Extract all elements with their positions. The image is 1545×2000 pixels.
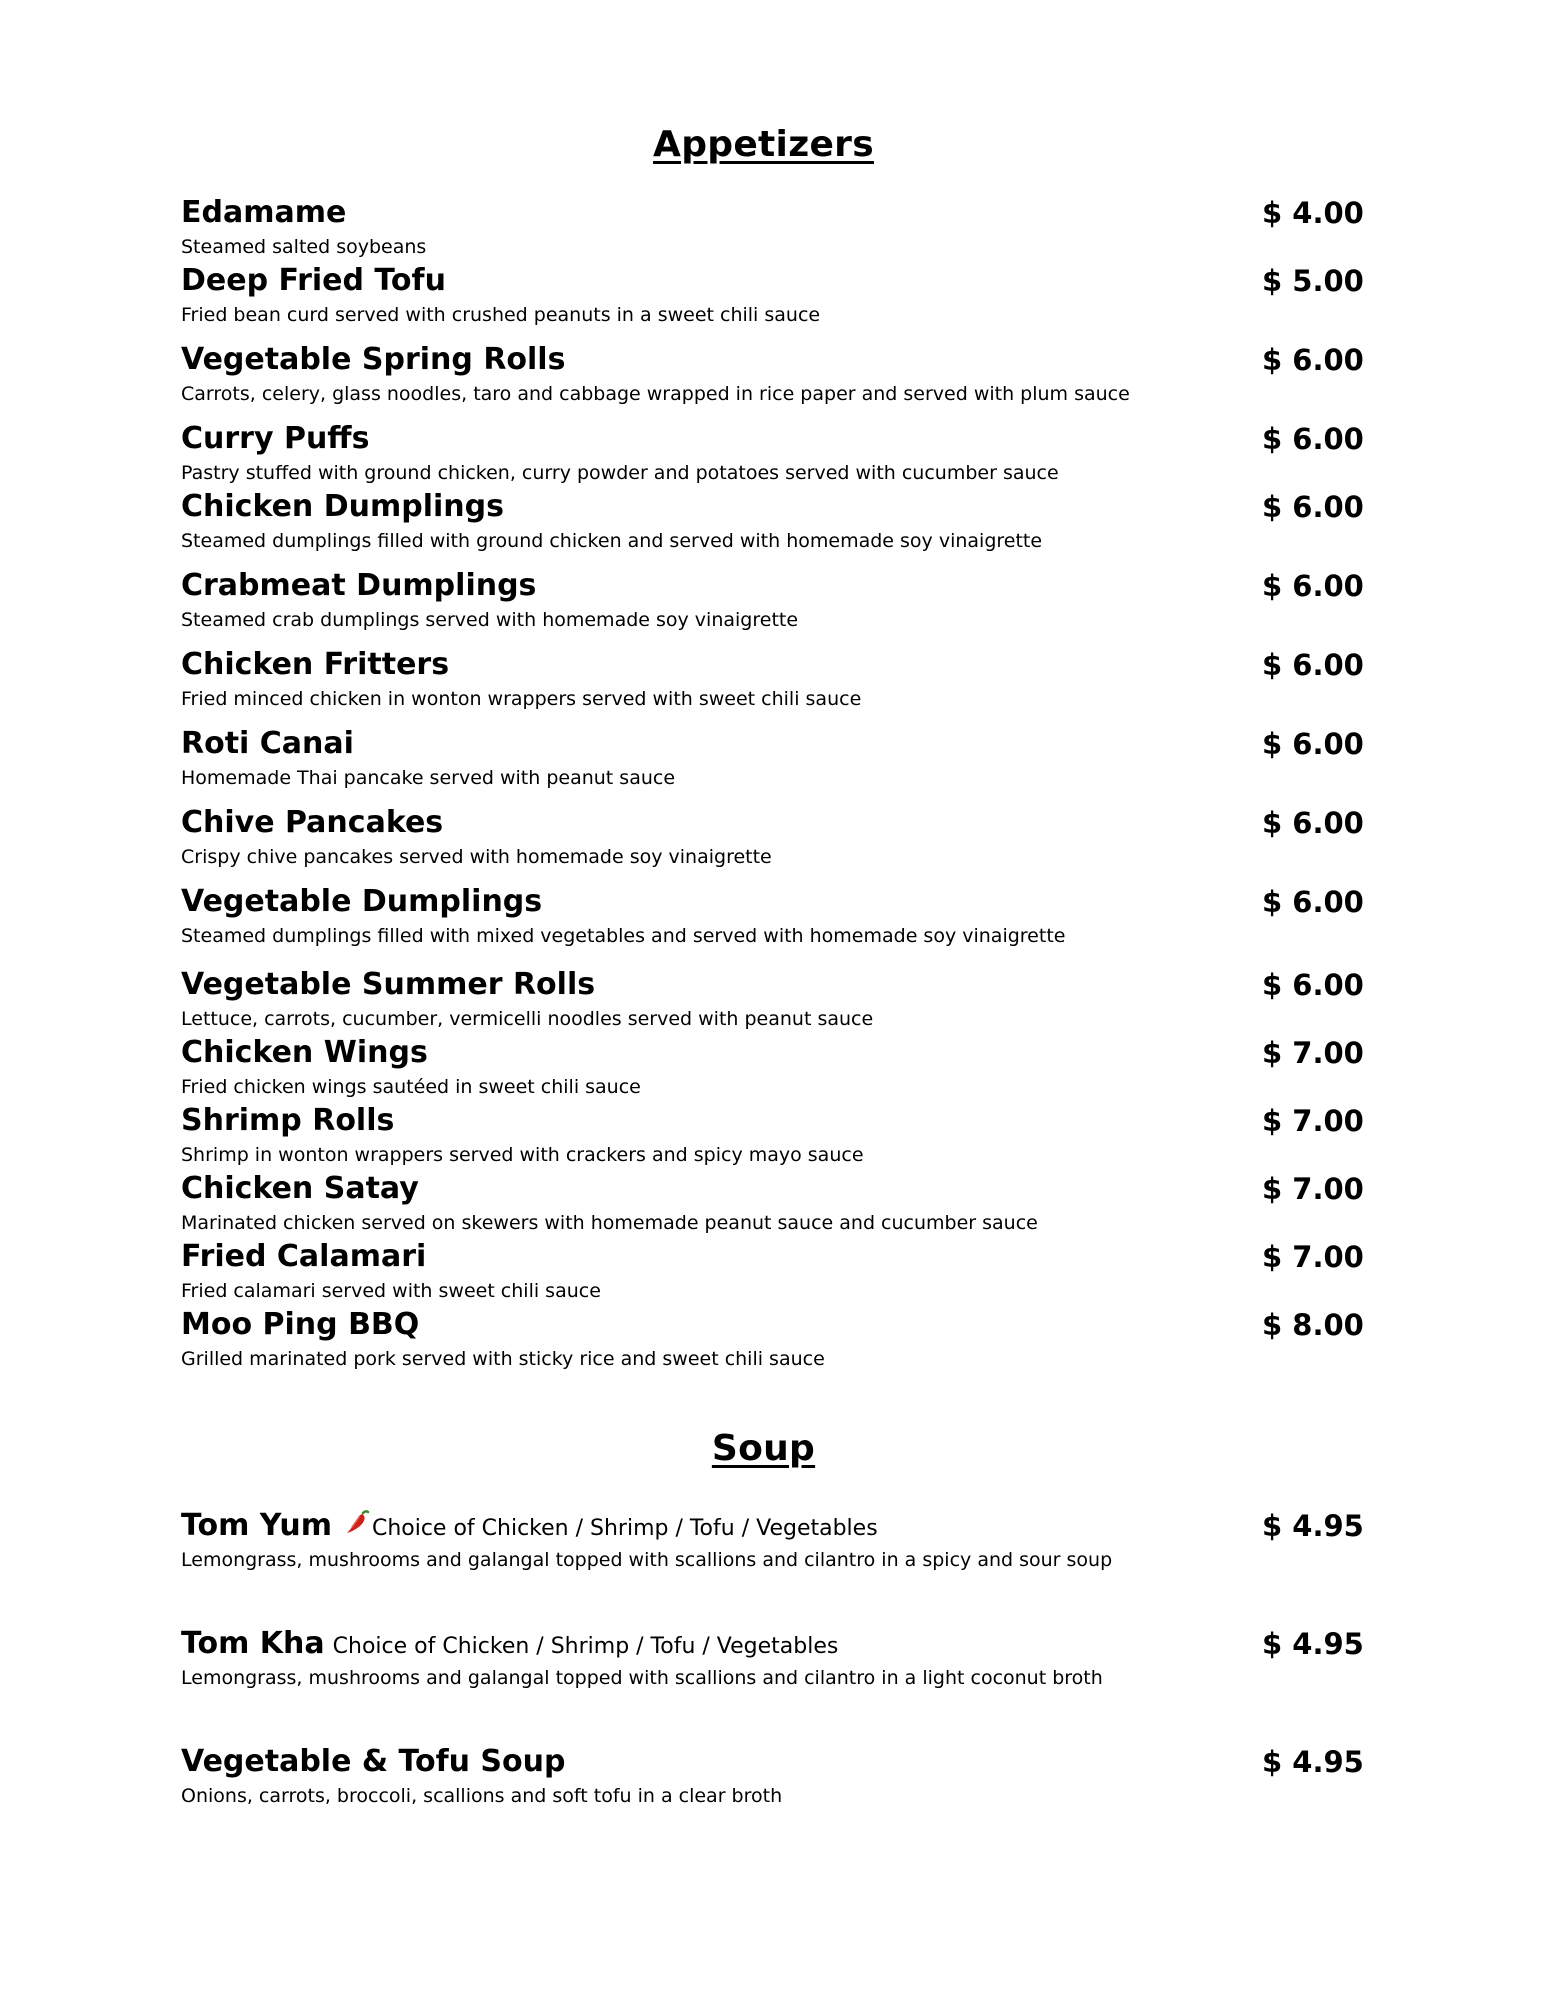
appetizers-list (181, 192, 1364, 1372)
item-description: Lemongrass, mushrooms and galangal topped with scallions and cilantro in a spicy and sour soup (181, 1549, 1113, 1571)
item-price: $ 6.00 (1262, 806, 1364, 840)
item-price: $ 6.00 (1262, 648, 1364, 682)
item-price: $ 7.00 (1262, 1104, 1364, 1138)
menu-item-fried-calamari (181, 1236, 1364, 1304)
item-price: $ 4.95 (1262, 1509, 1364, 1543)
item-name: Chicken Satay (181, 1171, 419, 1206)
item-description: Fried calamari served with sweet chili sauce (181, 1280, 601, 1302)
menu-item-tom-yum (181, 1505, 1364, 1573)
item-name: Chicken Dumplings (181, 489, 504, 524)
item-description: Onions, carrots, broccoli, scallions and soft tofu in a clear broth (181, 1785, 783, 1807)
menu-page (181, 0, 1364, 1809)
item-price: $ 6.00 (1262, 422, 1364, 456)
item-price: $ 6.00 (1262, 569, 1364, 603)
menu-item-curry-puffs (181, 418, 1364, 486)
item-name: Vegetable & Tofu Soup (181, 1744, 566, 1779)
menu-item-moo-ping-bbq (181, 1304, 1364, 1372)
item-description: Lemongrass, mushrooms and galangal topped with scallions and cilantro in a light coconut broth (181, 1667, 1103, 1689)
item-price: $ 6.00 (1262, 343, 1364, 377)
menu-item-chive-pancakes (181, 802, 1364, 870)
item-price: $ 6.00 (1262, 885, 1364, 919)
item-description: Carrots, celery, glass noodles, taro and cabbage wrapped in rice paper and served with plum sauce (181, 383, 1130, 405)
menu-item-roti-canai (181, 723, 1364, 791)
item-name: Vegetable Dumplings (181, 884, 543, 919)
item-description: Crispy chive pancakes served with homemade soy vinaigrette (181, 846, 772, 868)
menu-item-chicken-wings (181, 1032, 1364, 1100)
item-price: $ 4.00 (1262, 196, 1364, 230)
item-price: $ 6.00 (1262, 490, 1364, 524)
item-price: $ 5.00 (1262, 264, 1364, 298)
item-description: Fried chicken wings sautéed in sweet chili sauce (181, 1076, 641, 1098)
item-name: Tom Kha (181, 1626, 325, 1661)
item-choice: Choice of Chicken / Shrimp / Tofu / Vegetables (332, 1634, 839, 1659)
item-price: $ 7.00 (1262, 1036, 1364, 1070)
item-name: Tom Yum (181, 1508, 332, 1543)
item-price: $ 4.95 (1262, 1745, 1364, 1779)
chili-pepper-icon (344, 1505, 370, 1531)
item-name: Vegetable Spring Rolls (181, 342, 566, 377)
item-description: Steamed crab dumplings served with homemade soy vinaigrette (181, 609, 799, 631)
item-price: $ 8.00 (1262, 1308, 1364, 1342)
item-name: Roti Canai (181, 726, 354, 761)
menu-item-vegetable-spring-rolls (181, 339, 1364, 407)
item-name: Curry Puffs (181, 421, 370, 456)
item-description: Steamed dumplings filled with ground chicken and served with homemade soy vinaigrette (181, 530, 1043, 552)
item-description: Shrimp in wonton wrappers served with crackers and spicy mayo sauce (181, 1144, 864, 1166)
item-price: $ 7.00 (1262, 1172, 1364, 1206)
item-description: Fried bean curd served with crushed peanuts in a sweet chili sauce (181, 304, 821, 326)
menu-item-shrimp-rolls (181, 1100, 1364, 1168)
menu-item-tom-kha (181, 1623, 1364, 1691)
menu-item-chicken-satay (181, 1168, 1364, 1236)
item-price: $ 6.00 (1262, 727, 1364, 761)
item-name: Crabmeat Dumplings (181, 568, 537, 603)
item-name: Chicken Fritters (181, 647, 450, 682)
item-description: Marinated chicken served on skewers with homemade peanut sauce and cucumber sauce (181, 1212, 1038, 1234)
item-name: Chive Pancakes (181, 805, 444, 840)
item-choice: Choice of Chicken / Shrimp / Tofu / Vegetables (371, 1516, 878, 1541)
item-description: Grilled marinated pork served with sticky rice and sweet chili sauce (181, 1348, 825, 1370)
item-name: Vegetable Summer Rolls (181, 967, 596, 1002)
item-price: $ 4.95 (1262, 1627, 1364, 1661)
item-description: Homemade Thai pancake served with peanut sauce (181, 767, 676, 789)
soup-list (181, 1505, 1364, 1809)
menu-item-chicken-dumplings (181, 486, 1364, 554)
menu-item-vegetable-tofu-soup (181, 1741, 1364, 1809)
appetizers-heading: Appetizers (653, 124, 874, 165)
menu-item-deep-fried-tofu (181, 260, 1364, 328)
menu-item-crabmeat-dumplings (181, 565, 1364, 633)
item-description: Lettuce, carrots, cucumber, vermicelli noodles served with peanut sauce (181, 1008, 874, 1030)
item-description: Fried minced chicken in wonton wrappers served with sweet chili sauce (181, 688, 862, 710)
item-name: Deep Fried Tofu (181, 263, 446, 298)
item-description: Pastry stuffed with ground chicken, curry powder and potatoes served with cucumber sauce (181, 462, 1059, 484)
item-name: Shrimp Rolls (181, 1103, 395, 1138)
menu-item-vegetable-summer-rolls (181, 964, 1364, 1032)
menu-item-vegetable-dumplings (181, 881, 1364, 949)
item-price: $ 6.00 (1262, 968, 1364, 1002)
menu-item-edamame (181, 192, 1364, 260)
item-name: Moo Ping BBQ (181, 1307, 420, 1342)
soup-heading: Soup (711, 1428, 816, 1469)
item-price: $ 7.00 (1262, 1240, 1364, 1274)
menu-item-chicken-fritters (181, 644, 1364, 712)
item-description: Steamed dumplings filled with mixed vegetables and served with homemade soy vinaigrette (181, 925, 1066, 947)
item-name: Chicken Wings (181, 1035, 428, 1070)
item-description: Steamed salted soybeans (181, 236, 427, 258)
item-name: Edamame (181, 195, 347, 230)
item-name: Fried Calamari (181, 1239, 427, 1274)
